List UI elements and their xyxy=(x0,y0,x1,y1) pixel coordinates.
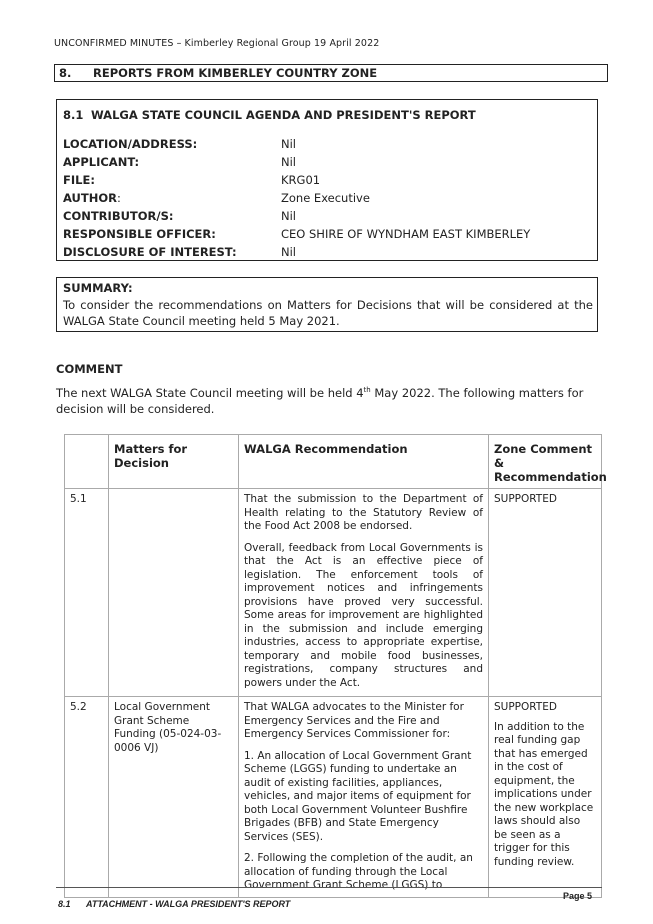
comment-superscript: th xyxy=(363,386,371,394)
comment-text xyxy=(56,382,599,417)
field-label: RESPONSIBLE OFFICER: xyxy=(63,227,216,241)
zone-comment-paragraph: SUPPORTED xyxy=(494,493,557,505)
row-zone-comment xyxy=(489,697,602,898)
row-number: 5.1 xyxy=(65,489,109,697)
report-details-box xyxy=(56,99,598,261)
table-row xyxy=(65,489,602,697)
recommendation-paragraph: 1. An allocation of Local Government Grant Scheme (LGGS) funding to undertake an audit of existing facilities, appliances, vehicles, and major items of equipment for both Local Government Volunteer Bushfire Brigades (BFB) and State Emergency Services (SES). xyxy=(244,749,472,843)
footer-divider xyxy=(56,887,602,888)
comment-text-start: The next WALGA State Council meeting will be held 4 xyxy=(56,385,364,400)
field-label: LOCATION/ADDRESS: xyxy=(63,137,198,151)
header-recommendation: WALGA Recommendation xyxy=(239,435,489,489)
recommendation-paragraph: Overall, feedback from Local Governments is that the Act is an effective piece of legislation. The enforcement tools of improvement notices and infringements provisions have proved very successful. Some areas for improvement are highlighted in the submission and include emerging industries, access to appropriate expertise, temporary and mobile food businesses, registrations, company structures and powers under the Act. xyxy=(244,541,483,689)
field-value: Nil xyxy=(281,245,296,259)
field-label: DISCLOSURE OF INTEREST: xyxy=(63,245,237,259)
field-value: CEO SHIRE OF WYNDHAM EAST KIMBERLEY xyxy=(281,227,531,241)
footer-caption xyxy=(58,899,290,909)
comment-title: COMMENT xyxy=(56,362,123,376)
field-label xyxy=(63,191,121,205)
running-header: UNCONFIRMED MINUTES – Kimberley Regional Group 19 April 2022 xyxy=(54,38,380,49)
report-number: 8.1 xyxy=(63,108,84,122)
row-recommendation xyxy=(239,489,489,697)
section-heading xyxy=(54,64,608,82)
field-value: Nil xyxy=(281,137,296,151)
header-number xyxy=(65,435,109,489)
field-label: FILE: xyxy=(63,173,95,187)
report-title: WALGA STATE COUNCIL AGENDA AND PRESIDENT'S REPORT xyxy=(91,108,476,122)
field-label: CONTRIBUTOR/S: xyxy=(63,209,174,223)
row-number: 5.2 xyxy=(65,697,109,898)
summary-text: To consider the recommendations on Matters for Decisions that will be considered at the WALGA State Council meeting held 5 May 2021. xyxy=(63,298,593,328)
page-number: Page 5 xyxy=(563,891,593,901)
field-value: Zone Executive xyxy=(281,191,370,205)
recommendation-paragraph: That the submission to the Department of Health relating to the Statutory Review of the Food Act 2008 be endorsed. xyxy=(244,493,483,532)
zone-comment-paragraph: SUPPORTED xyxy=(494,701,557,713)
footer-number: 8.1 xyxy=(58,899,71,909)
matters-table xyxy=(64,434,607,898)
row-matter xyxy=(109,489,239,697)
footer-text: ATTACHMENT - WALGA PRESIDENT'S REPORT xyxy=(86,899,291,909)
field-value: Nil xyxy=(281,209,296,223)
header-zone-comment: Zone Comment & Recommendation xyxy=(489,435,602,489)
summary-box xyxy=(56,277,598,332)
comment-text-end: May 2022. The following matters for decision will be considered. xyxy=(56,385,584,416)
field-label: APPLICANT: xyxy=(63,155,140,169)
zone-comment-paragraph: In addition to the real funding gap that has emerged in the cost of equipment, the implications under the new workplace laws should also be seen as a trigger for this funding review. xyxy=(494,720,594,868)
table-header-row xyxy=(65,435,602,489)
recommendation-paragraph: 2. Following the completion of the audit, an allocation of funding through the Local Government Grant Scheme (LGGS) to xyxy=(244,852,473,891)
field-label-text: AUTHOR xyxy=(63,191,117,205)
header-matters: Matters for Decision xyxy=(109,435,239,489)
row-zone-comment xyxy=(489,489,602,697)
summary-title: SUMMARY: xyxy=(63,281,133,295)
row-matter: Local Government Grant Scheme Funding (05-024-03-0006 VJ) xyxy=(109,697,239,898)
field-value: Nil xyxy=(281,155,296,169)
row-recommendation xyxy=(239,697,489,898)
section-title: REPORTS FROM KIMBERLEY COUNTRY ZONE xyxy=(93,66,378,80)
field-label-colon: : xyxy=(117,191,121,205)
section-number: 8. xyxy=(59,66,72,80)
recommendation-paragraph: That WALGA advocates to the Minister for Emergency Services and the Fire and Emergency Services Commissioner for: xyxy=(244,701,464,740)
field-value: KRG01 xyxy=(281,173,321,187)
table-row xyxy=(65,697,602,898)
report-heading xyxy=(63,108,476,122)
